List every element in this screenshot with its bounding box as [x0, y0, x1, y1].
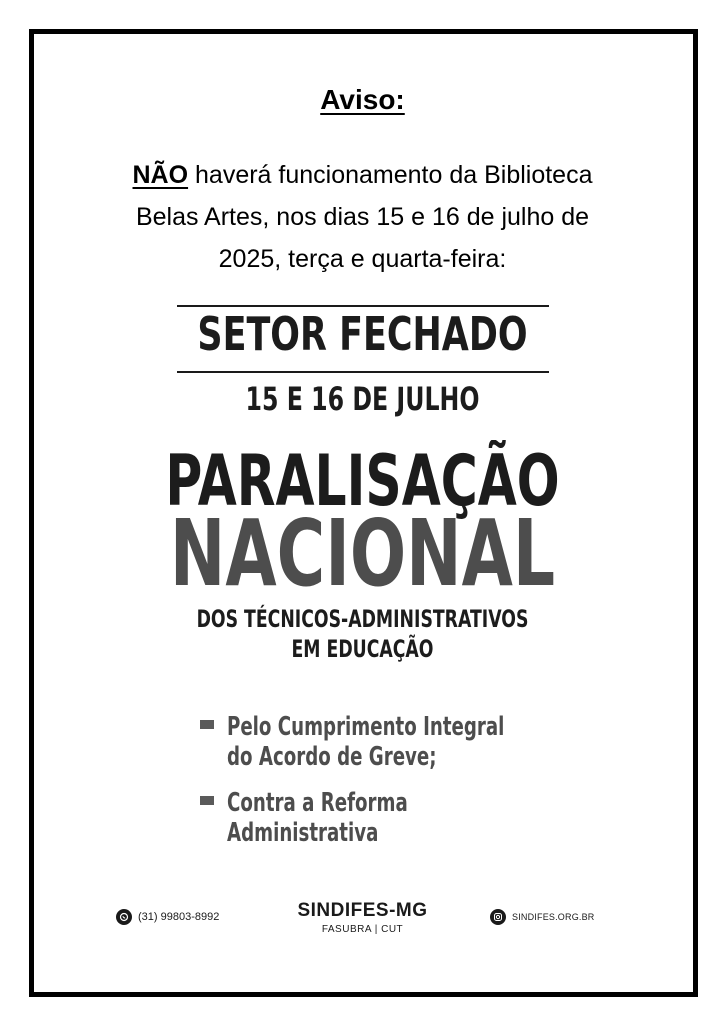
notice-heading: Aviso:	[320, 84, 405, 115]
bullet-square-icon	[200, 796, 214, 805]
notice-line-3: 2025, terça e quarta-feira:	[218, 245, 507, 273]
notice-line-1	[80, 154, 645, 196]
strike-subtitle-line-1: DOS TÉCNICOS-ADMINISTRATIVOS	[196, 605, 529, 633]
bullet-square-icon	[200, 720, 214, 729]
notice-line-2: Belas Artes, nos dias 15 e 16 de julho de	[135, 203, 590, 231]
strike-subtitle	[102, 604, 624, 664]
closed-dates: 15 E 16 DE JULHO	[245, 380, 480, 418]
brand-name: SINDIFES-MG	[297, 900, 428, 921]
bullet-text-line-1: Contra a Reforma	[227, 788, 408, 818]
instagram-icon	[490, 909, 506, 925]
bullet-text-line-1: Pelo Cumprimento Integral	[227, 712, 505, 742]
notice-body	[80, 154, 645, 280]
bullet-text-line-2: do Acordo de Greve;	[227, 742, 437, 772]
brand-affiliation: FASUBRA | CUT	[321, 924, 404, 935]
notice-line-1-rest: haverá funcionamento da Biblioteca	[188, 161, 593, 189]
strike-title-line-2: NACIONAL	[169, 500, 556, 607]
strike-title-line-1: PARALISAÇÃO	[165, 440, 560, 522]
phone-number: (31) 99803-8992	[138, 911, 220, 923]
bottom-rule	[177, 371, 549, 373]
notice-emphasis: NÃO	[132, 161, 189, 189]
footer-site	[490, 909, 595, 925]
strike-subtitle-line-2: EM EDUCAÇÃO	[291, 635, 434, 663]
closed-title: SETOR FECHADO	[197, 307, 528, 361]
website-url: SINDIFES.ORG.BR	[512, 912, 595, 922]
bullet-text-line-2: Administrativa	[227, 818, 379, 848]
